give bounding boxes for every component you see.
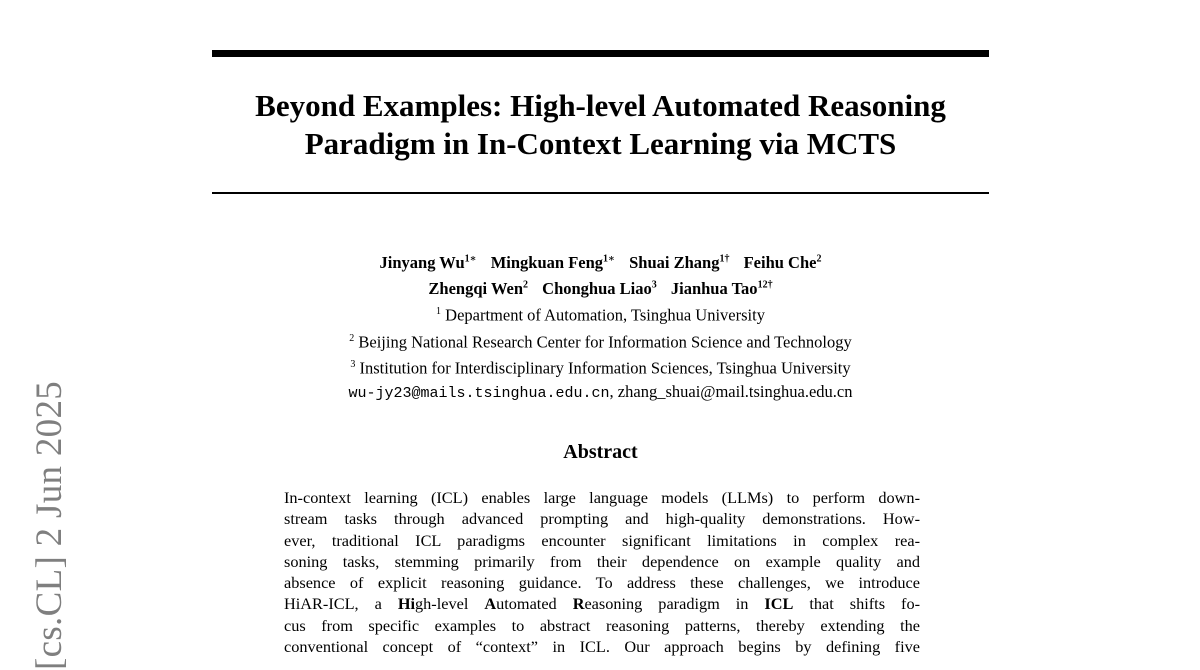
email-link[interactable]: zhang_shuai@mail.tsinghua.edu.cn bbox=[617, 381, 853, 401]
email-link[interactable]: wu-jy23@mails.tsinghua.edu.cn bbox=[348, 384, 610, 402]
author: Jinyang $Wu^{1∗}$ bbox=[379, 252, 477, 272]
abstract-line: conventional concept of “context” in ICL. Our approach begins by defining five bbox=[284, 637, 920, 657]
abstract-heading: Abstract bbox=[563, 441, 638, 463]
abstract-line: ever, traditional ICL paradigms encounter significant limitations in complex rea- bbox=[284, 530, 920, 550]
title-rule bbox=[212, 192, 989, 194]
affiliation: $^3$ Institution for Interdisciplinary Information Sciences, Tsinghua University bbox=[350, 358, 851, 378]
abstract-line: HiAR-ICL, a High-level Automated Reasoning paradigm in ICL that shifts fo- bbox=[284, 594, 921, 614]
email-line: wu-jy23@mails.tsinghua.edu.cn, zhang_shuai@mail.tsinghua.edu.cn bbox=[348, 381, 853, 402]
abstract-line: cus from specific examples to abstract reasoning patterns, thereby extending the bbox=[284, 615, 920, 635]
top-rule bbox=[212, 50, 989, 57]
author: Mingkuan Feng$^{1∗}$ bbox=[490, 252, 615, 272]
arxiv-stamp: [cs.CL] 2 Jun 2025 bbox=[29, 380, 70, 670]
title-line-2: Paradigm in In-Context Learning via MCTS bbox=[304, 126, 897, 161]
paper-title bbox=[212, 87, 989, 163]
author-line bbox=[212, 274, 989, 301]
author: Shuai Zhang$^{1\dagger}$ bbox=[629, 252, 730, 272]
author-line bbox=[212, 247, 989, 274]
author: Chonghua Liao$^3$ bbox=[542, 279, 657, 298]
abstract-line: absence of explicit reasoning guidance. To address these challenges, we introduce bbox=[284, 573, 920, 593]
author: Jianhua Tao$^{12\dagger}$ bbox=[670, 279, 773, 298]
author-block bbox=[212, 247, 989, 405]
abstract-line: In-context learning (ICL) enables large language models (LLMs) to perform down- bbox=[284, 488, 920, 507]
affiliation: $^2$ Beijing National Research Center for Information Science and Technology bbox=[349, 332, 852, 351]
abstract-line: stream tasks through advanced prompting and high-quality demonstrations. How- bbox=[284, 509, 920, 529]
affiliation: $^1$ Department of Automation, Tsinghua University bbox=[436, 305, 765, 325]
author: Zhengqi Wen$^2$ bbox=[428, 279, 529, 298]
title-line-1: Beyond Examples: High-level Automated Reasoning bbox=[255, 88, 946, 123]
abstract-body bbox=[284, 487, 920, 657]
abstract-line: soning tasks, stemming primarily from their dependence on example quality and bbox=[284, 551, 920, 571]
author: Feihu Che$^2$ bbox=[743, 252, 822, 272]
